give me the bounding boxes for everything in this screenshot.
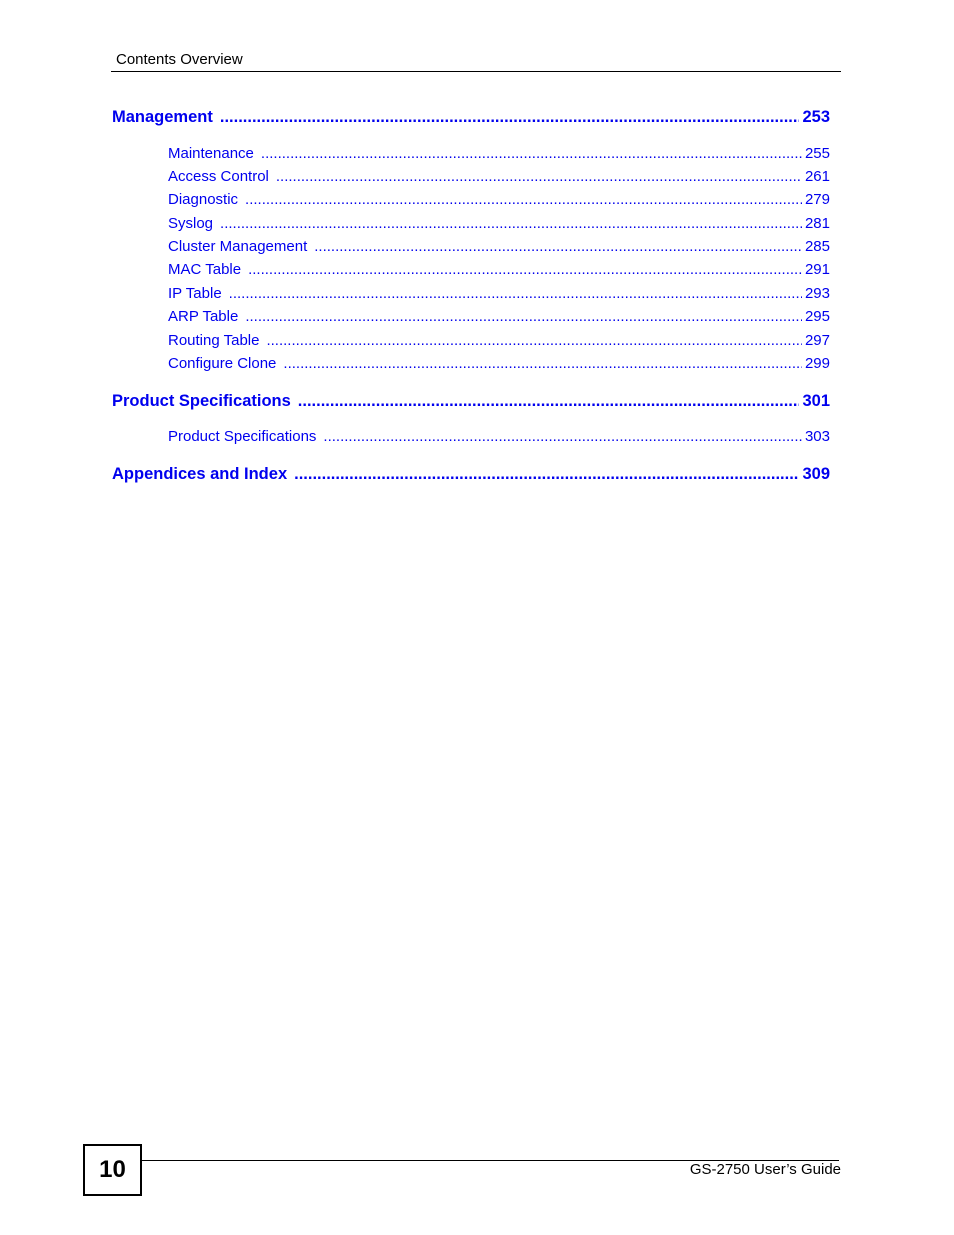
toc-entry-routing-table[interactable] xyxy=(168,332,830,350)
toc-leader xyxy=(298,391,800,411)
toc-entry-access-control[interactable] xyxy=(168,168,830,186)
toc-title: Configure Clone xyxy=(168,355,277,372)
page-number: 10 xyxy=(99,1156,126,1183)
toc-title: Appendices and Index xyxy=(112,465,288,483)
toc-title: Management xyxy=(112,108,213,126)
toc-entry-ip-table[interactable] xyxy=(168,285,830,303)
header-rule xyxy=(111,71,841,72)
toc-entry-cluster-management[interactable] xyxy=(168,238,830,256)
toc-title: MAC Table xyxy=(168,261,242,278)
toc-title: Diagnostic xyxy=(168,191,239,208)
toc-title: Product Specifications xyxy=(112,392,291,410)
toc-page: 255 xyxy=(804,145,830,162)
toc-entry-appendices-and-index[interactable] xyxy=(112,464,830,484)
toc-title: Syslog xyxy=(168,215,214,232)
toc-page: 281 xyxy=(804,215,830,232)
toc-title: Access Control xyxy=(168,168,269,185)
toc-page: 301 xyxy=(802,392,830,410)
toc-page: 297 xyxy=(804,332,830,349)
toc-page: 295 xyxy=(804,308,830,325)
toc-leader xyxy=(220,107,800,127)
toc-leader xyxy=(314,238,802,256)
toc-page: 293 xyxy=(804,285,830,302)
toc-entry-mac-table[interactable] xyxy=(168,261,830,279)
toc-title: Cluster Management xyxy=(168,238,308,255)
toc-leader xyxy=(294,464,799,484)
toc-entry-syslog[interactable] xyxy=(168,215,830,233)
toc-entry-configure-clone[interactable] xyxy=(168,355,830,373)
toc-leader xyxy=(276,168,802,186)
toc-entry-diagnostic[interactable] xyxy=(168,191,830,209)
toc-title: ARP Table xyxy=(168,308,239,325)
toc-title: IP Table xyxy=(168,285,222,302)
page-number-box xyxy=(83,1144,142,1196)
toc-page: 303 xyxy=(804,428,830,445)
toc-entry-product-specifications-part[interactable] xyxy=(112,391,830,411)
toc-entry-maintenance[interactable] xyxy=(168,145,830,163)
toc-leader xyxy=(229,285,802,303)
toc-page: 285 xyxy=(804,238,830,255)
toc-page: 291 xyxy=(804,261,830,278)
toc-entry-management[interactable] xyxy=(112,107,830,127)
toc-entry-arp-table[interactable] xyxy=(168,308,830,326)
toc-entry-product-specifications[interactable] xyxy=(168,428,830,446)
toc-page: 299 xyxy=(804,355,830,372)
toc-title: Product Specifications xyxy=(168,428,317,445)
toc-leader xyxy=(283,355,802,373)
footer-guide-title: GS-2750 User’s Guide xyxy=(689,1161,841,1178)
toc-page: 309 xyxy=(802,465,830,483)
toc-leader xyxy=(323,428,802,446)
toc-title: Maintenance xyxy=(168,145,254,162)
toc-leader xyxy=(266,332,802,350)
toc-leader xyxy=(220,215,802,233)
toc-page: 279 xyxy=(804,191,830,208)
toc-title: Routing Table xyxy=(168,332,260,349)
header-title: Contents Overview xyxy=(116,51,243,68)
toc-leader xyxy=(248,261,802,279)
toc-leader xyxy=(245,191,802,209)
toc-leader xyxy=(261,145,802,163)
toc-page: 261 xyxy=(804,168,830,185)
toc-leader xyxy=(245,308,802,326)
toc-page: 253 xyxy=(802,108,830,126)
